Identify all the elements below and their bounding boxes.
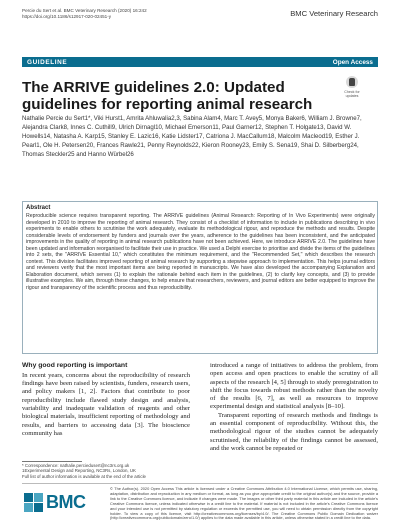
logo-square <box>24 503 33 512</box>
author-info-note: Full list of author information is available at the end of the article <box>22 473 146 479</box>
article-title: The ARRIVE guidelines 2.0: Updated guidelines for reporting animal research <box>22 79 313 113</box>
copyright-divider <box>22 483 378 484</box>
doi-link[interactable]: https://doi.org/10.1186/s12917-020-02451-y <box>22 14 112 19</box>
body-column-right <box>210 362 378 453</box>
affiliation-note: 1Experimental Design and Reporting, NC3Rs, London, UK <box>22 468 136 474</box>
running-head <box>22 8 378 24</box>
citation-year-page: (2020) 16:242 <box>118 8 147 13</box>
open-access-label: Open Access <box>332 58 373 66</box>
logo-wordmark: BMC <box>46 492 86 512</box>
footnotes <box>22 463 192 479</box>
section-heading: Why good reporting is important <box>22 362 128 369</box>
article-type-label: GUIDELINE <box>27 58 68 66</box>
logo-square <box>34 493 43 502</box>
abstract-body: Reproducible science requires transparent reporting. The ARRIVE guidelines (Animal Research: Reporting of In Vivo Experiments) were originally developed in 2010 to improve the reporting of animal research. They consist of a checklist of information to include in publications describing in vivo experiments to enable others to scrutinise the work adequately, evaluate its methodological rigour, and reproduce the methods and results. Despite considerable levels of endorsement by funders and journals over the years, adherence to the guidelines has been inconsistent, and the anticipated improvements in the quality of reporting in animal research publications have not been achieved. Here, we introduce ARRIVE 2.0. The guidelines have been updated and information reorganised to facilitate their use in practice. We used a Delphi exercise to prioritise and divide the items of the guidelines into 2 sets, the "ARRIVE Essential 10," which constitutes the minimum requirement, and the "Recommended Set," which describes the research context. This division facilitates improved reporting of animal research by supporting a stepwise approach to implementation. This helps journal editors and reviewers verify that the most important items are being reported in manuscripts. We have also developed the accompanying Explanation and Elaboration document, which serves (1) to explain the rationale behind each item in the guidelines, (2) to clarify key concepts, and (3) to provide illustrative examples. We aim, through these changes, to help ensure that researchers, reviewers, and journal editors are better equipped to improve the rigour and transparency of the scientific process and thus reproducibility. <box>26 213 375 291</box>
article-type-band <box>22 57 378 67</box>
check-for-updates-badge[interactable] <box>339 76 365 100</box>
footnote-divider <box>22 461 82 462</box>
bookmark-icon <box>349 78 355 86</box>
logo-square <box>24 493 33 502</box>
citation <box>22 8 282 20</box>
body-paragraph: In recent years, concerns about the reproducibility of research findings have been raised by scientists, funders, research users, and policy makers [1, 2]. Factors that contribute to poor reproducibility include flawed study design and analysis, variability and inadequate validation of reagents and other biological materials, insufficient reporting of methodology and results, and barriers to accessing data [3]. The bioscience community has <box>22 371 190 437</box>
body-paragraph: introduced a range of initiatives to address the problem, from open access and open practices to enable the scrutiny of all aspects of the research [4, 5] through to study preregistration to shift the focus towards robust methods rather than the novelty of the results [6, 7], as well as resources to improve experimental design and statistical analysis [8–10]. <box>210 362 378 411</box>
bmc-logo <box>24 490 86 516</box>
citation-journal: Percie du Sert et al. BMC Veterinary Research <box>22 8 117 13</box>
body-column-left <box>22 362 190 438</box>
crossmark-label: Check for updates <box>344 90 360 98</box>
abstract-heading: Abstract <box>26 205 51 211</box>
copyright-notice: © The Author(s). 2020 Open Access This article is licensed under a Creative Commons Attribution 4.0 International License, which permits use, sharing, adaptation, distribution and reproduction in any medium or format, as long as you give appropriate credit to the original author(s) and the source, provide a link to the Creative Commons licence, and indicate if changes were made. The images or other third party material in this article are included in the article's Creative Commons licence, unless indicated otherwise in a credit line to the material. If material is not included in the article's Creative Commons licence and your intended use is not permitted by statutory regulation or exceeds the permitted use, you will need to obtain permission directly from the copyright holder. To view a copy of this licence, visit http://creativecommons.org/licenses/by/4.0/. The Creative Commons Public Domain Dedication waiver (http://creativecommons.org/publicdomain/zero/1.0/) applies to the data made available in this article, unless otherwise stated in a credit line to the data. <box>110 486 378 521</box>
logo-square <box>34 503 43 512</box>
correspondence-email[interactable]: * Correspondence: nathalie.perciedusert@nc3rs.org.uk <box>22 463 130 468</box>
author-list: Nathalie Percie du Sert1*, Viki Hurst1, Amrita Ahluwalia2,3, Sabina Alam4, Marc T. Avey5, Monya Baker6, William J. Browne7, Alejandra Clark8, Innes C. Cuthill9, Ulrich Dirnagl10, Michael Emerson11, Paul Garner12, Stephen T. Holgate13, David W. Howells14, Natasha A. Karp15, Stanley E. Lazic16, Katie Lidster17, Catriona J. MacCallum18, Malcolm Macleod19, Esther J. Pearl1, Ole H. Petersen20, Frances Rawle21, Penny Reynolds22, Kieron Rooney23, Emily S. Sena19, Shai D. Silberberg24, Thomas Steckler25 and Hanno Würbel26 <box>22 115 362 158</box>
body-paragraph: Transparent reporting of research methods and findings is an essential component of reproducibility. Without this, the methodological rigour of the studies cannot be adequately scrutinised, the reliability of the findings cannot be assessed, and the work cannot be repeated or <box>210 411 378 452</box>
abstract-box <box>22 201 378 354</box>
journal-name: BMC Veterinary Research <box>290 9 378 18</box>
